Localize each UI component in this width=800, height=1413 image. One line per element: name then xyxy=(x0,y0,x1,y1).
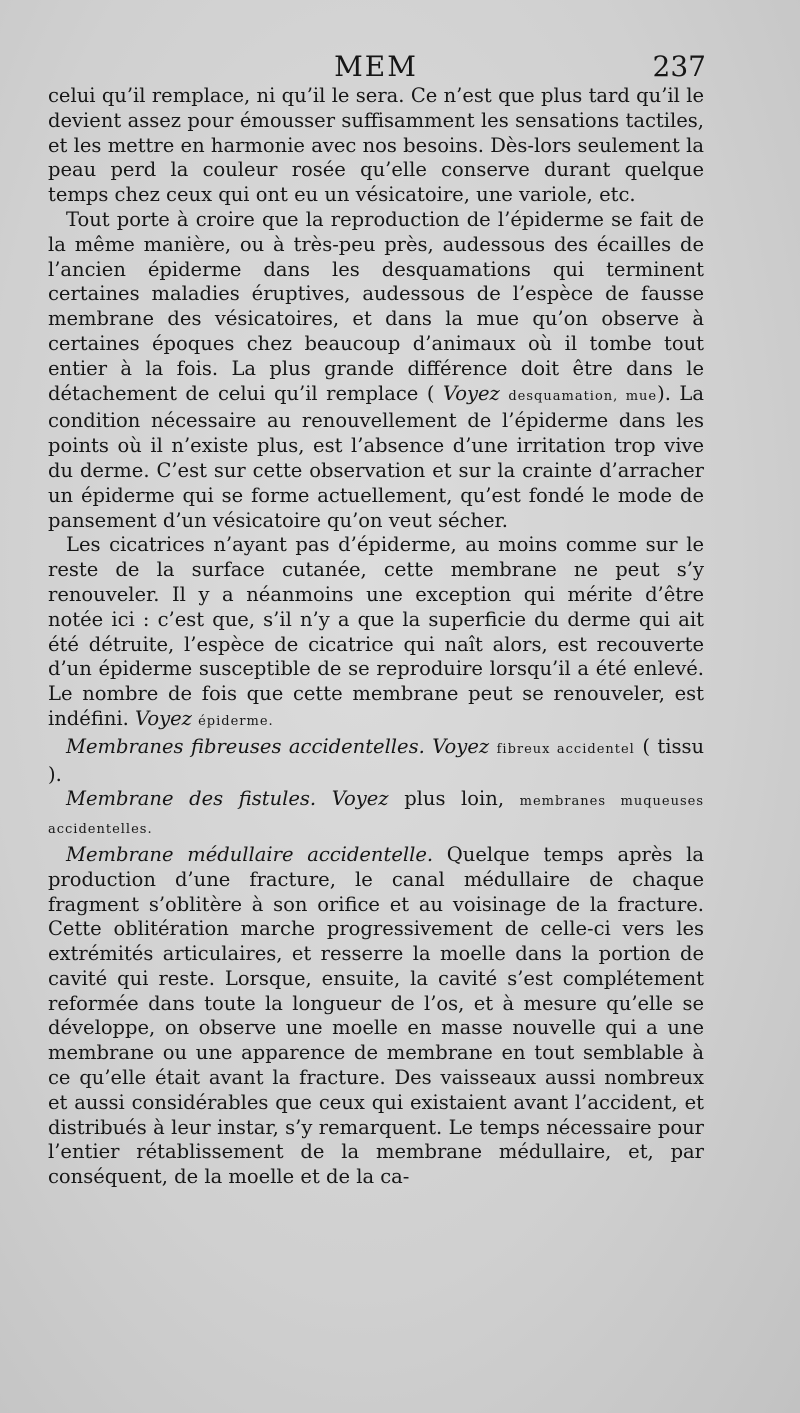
entry-paragraph xyxy=(48,787,704,843)
cross-reference-voyez: Voyez xyxy=(135,706,192,730)
cross-reference-voyez: Voyez xyxy=(432,734,490,758)
paragraph-text: Tout porte à croire que la reproduction de l’épiderme se fait de la même manière, ou à très-peu près, audessous des écailles de l’ancien épiderme dans les desquamations qui terminent certaines maladies éruptives, audessous de l’espèce de fausse membrane des vésicatoires, et dans la mue qu’on observe à certaines époques chez beaucoup d’animaux où il tombe tout entier à la fois. La plus grande différence doit être dans le détachement de celui qu’il remplace ( xyxy=(48,207,704,405)
entry-title: Membrane médullaire accidentelle. xyxy=(66,842,434,866)
cross-reference-voyez: Voyez xyxy=(331,787,389,811)
paragraph-text: celui qu’il remplace, ni qu’il le sera. Ce n’est que plus tard qu’il le devient assez pour émousser suffisamment les sensations tactiles, et les mettre en harmonie avec nos besoins. Dès-lors seulement la peau perd la couleur rosée qu’elle conserve durant quelque temps chez ceux qui ont eu un vésicatoire, une variole, etc. xyxy=(48,84,704,207)
entry-paragraph xyxy=(48,843,704,1190)
entry-title: Membranes fibreuses accidentelles. xyxy=(66,734,425,758)
paragraph xyxy=(48,84,704,208)
entry-paragraph xyxy=(48,735,704,788)
paragraph-text: Les cicatrices n’ayant pas d’épiderme, au moins comme sur le reste de la surface cutanée, cette membrane ne peut s’y renouveler. Il y a néanmoins une exception qui mérite d’être notée ici : c’est que, s’il n’y a que la superficie du derme qui ait été détruite, l’espèce de cicatrice qui naît alors, est recouverte d’un épiderme susceptible de se reproduire lorsqu’il a été enlevé. Le nombre de fois que cette membrane peut se renouveler, est indéfini. xyxy=(48,533,704,730)
page-body xyxy=(48,84,704,1190)
cross-reference-target: desquamation, mue xyxy=(508,388,658,404)
running-head: MEM xyxy=(334,50,418,83)
entry-title: Membrane des fistules. xyxy=(66,787,317,811)
page-header xyxy=(40,50,712,84)
paragraph-text: ). La condition nécessaire au renouvellement de l’épiderme dans les points où il n’existe plus, est l’absence d’une irritation trop vive du derme. C’est sur cette observation et sur la crainte d’arracher un épiderme qui se forme actuellement, qu’est fondé le mode de pansement d’un vésicatoire qu’on veut sécher. xyxy=(48,381,705,532)
cross-reference-target: épiderme. xyxy=(198,713,274,729)
page-number: 237 xyxy=(652,50,706,83)
paragraph-text: Quelque temps après la production d’une fracture, le canal médullaire de chaque fragment s’oblitère à son orifice et au voisinage de la fracture. Cette oblitération marche progressivement de celle-ci vers les extrémités articulaires, et resserre la moelle dans la portion de cavité qui reste. Lorsque, ensuite, la cavité s’est complétement reformée dans toute la longueur de l’os, et à mesure qu’elle se développe, on observe une moelle en masse nouvelle qui a une membrane ou une apparence de membrane en tout semblable à ce qu’elle était avant la fracture. Des vaisseaux aussi nombreux et aussi considérables que ceux qui existaient avant l’accident, et distribués à leur instar, s’y remarquent. Le temps nécessaire pour l’entier rétablissement de la membrane médullaire, et, par conséquent, de la moelle et de la ca- xyxy=(48,842,704,1189)
paragraph xyxy=(48,208,704,533)
cross-reference-target: fibreux accidentel xyxy=(496,741,635,757)
cross-reference-target: membranes muqueuses accidentelles. xyxy=(48,794,705,838)
paragraph xyxy=(48,533,704,734)
paragraph-text: ( tissu ). xyxy=(48,734,705,786)
cross-reference-voyez: Voyez xyxy=(442,381,500,405)
paragraph-text: plus loin, xyxy=(404,787,505,811)
